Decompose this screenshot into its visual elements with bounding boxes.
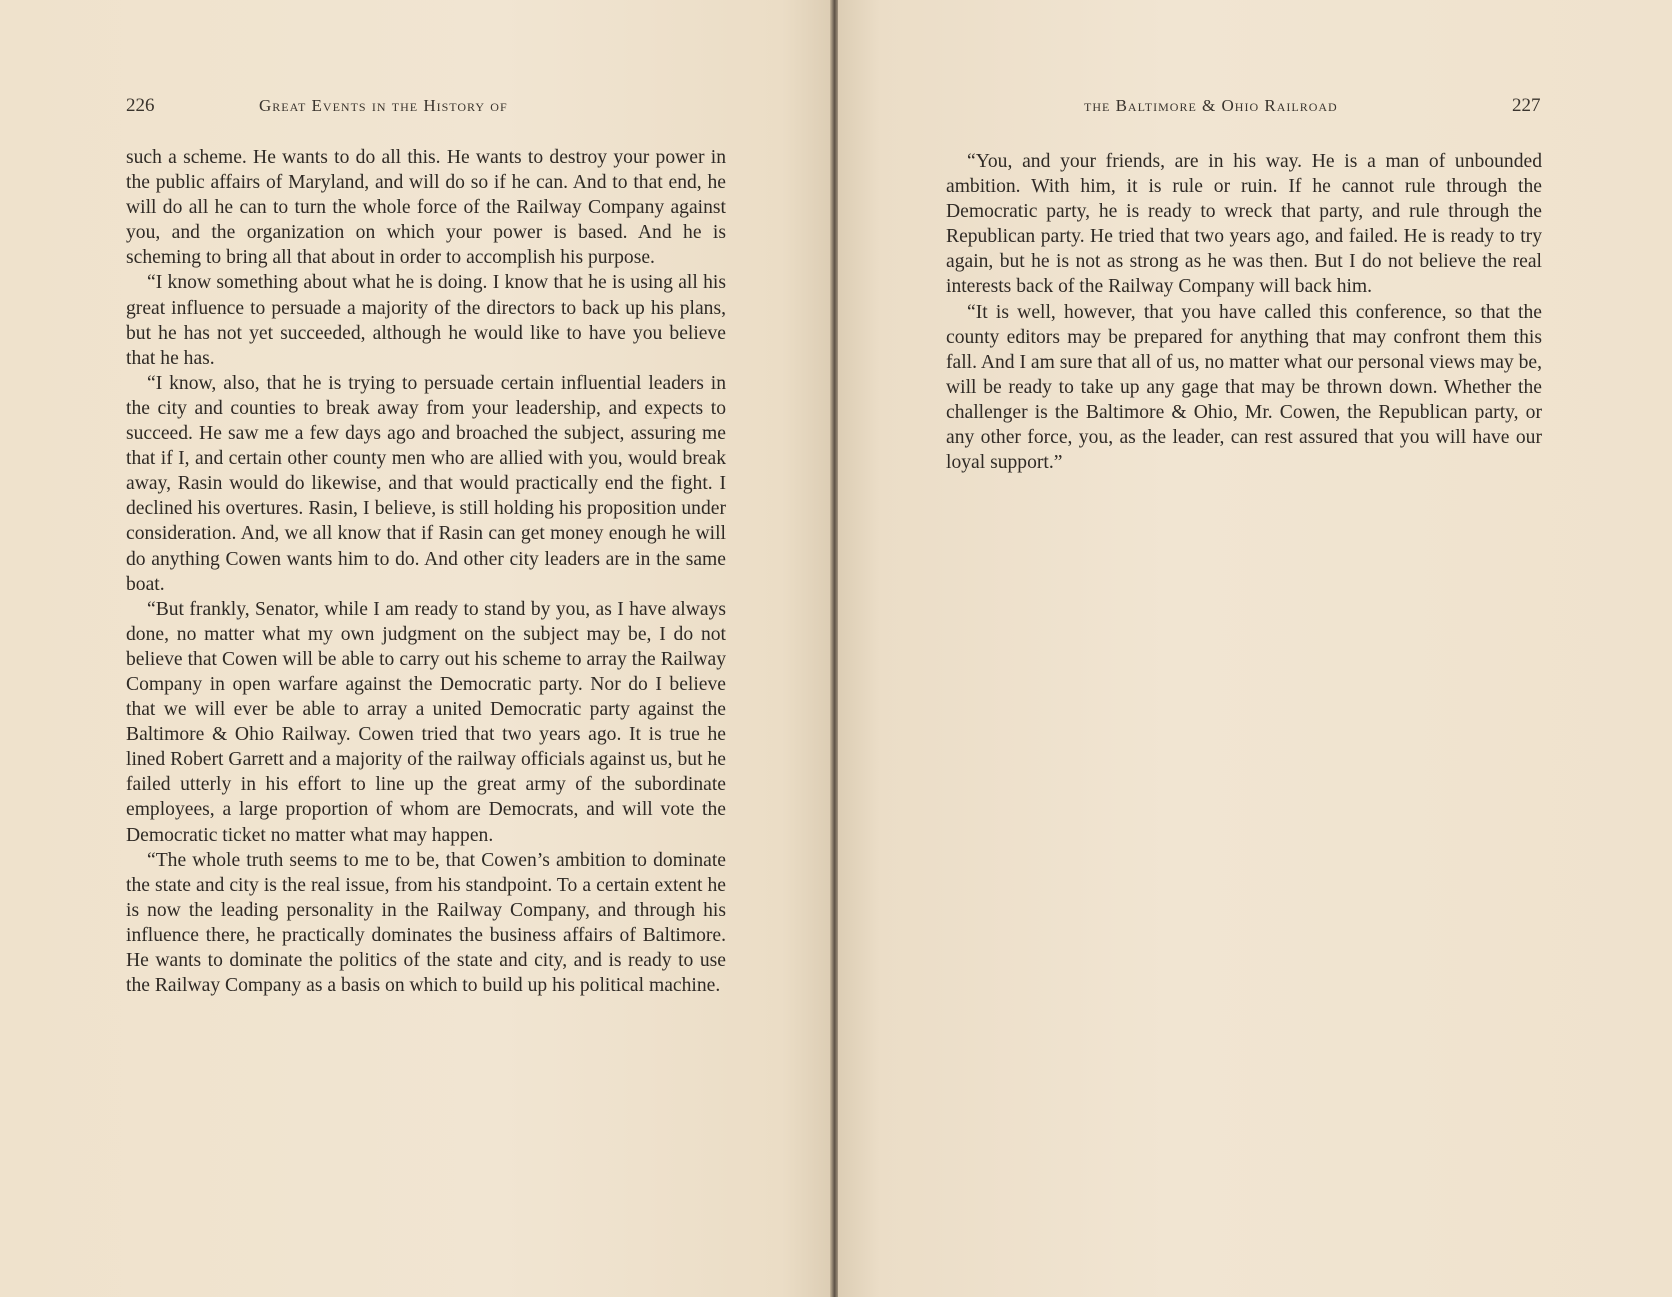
running-head-left xyxy=(259,96,508,116)
left-page xyxy=(0,0,832,1297)
right-page-body xyxy=(946,149,1542,475)
paragraph: “The whole truth seems to me to be, that Cowen’s ambition to dominate the state and city is the real issue, from his standpoint. To a certain extent he is now the leading personality in the Railway Company, and through his influence there, he practically dominates the business affairs of Baltimore. He wants to dominate the politics of the state and city, and is ready to use the Railway Company as a basis on which to build up his political machine. xyxy=(126,849,726,997)
running-head-left-text: Great Events in the History of xyxy=(259,96,508,115)
page-number-right: 227 xyxy=(1512,95,1541,116)
running-head-right-text: the Baltimore & Ohio Railroad xyxy=(1084,96,1338,115)
paragraph: “I know something about what he is doing. I know that he is using all his great influence to persuade a majority of the directors to back up his plans, but he has not yet succeeded, although he would like to have you believe that he has. xyxy=(126,272,726,369)
paragraph: such a scheme. He wants to do all this. He wants to destroy your power in the public affairs of Maryland, and will do so if he can. And to that end, he will do all he can to turn the whole force of the Railway Company against you, and the organization on which your power is based. And he is scheming to bring all that about in order to accomplish his purpose. xyxy=(126,147,726,269)
left-page-body xyxy=(126,145,726,998)
right-page xyxy=(838,0,1672,1297)
page-number-left: 226 xyxy=(126,95,155,116)
paragraph: “You, and your friends, are in his way. He is a man of unbounded ambition. With him, it is rule or ruin. If he cannot rule through the Democratic party, he is ready to wreck that party, and rule through the Republican party. He tried that two years ago, and failed. He is ready to try again, but he is not as strong as he was then. But I do not believe the real interests back of the Railway Company will back him. xyxy=(946,151,1542,298)
running-head-right xyxy=(1084,96,1338,116)
paragraph: “I know, also, that he is trying to persuade certain influential leaders in the city and counties to break away from your leadership, and expects to succeed. He saw me a few days ago and broached the subject, assuring me that if I, and certain other county men who are allied with you, would break away, Rasin would do likewise, and that would practically end the fight. I declined his overtures. Rasin, I believe, is still holding his proposition under consideration. And, we all know that if Rasin can get money enough he will do anything Cowen wants him to do. And other city leaders are in the same boat. xyxy=(126,372,726,595)
paragraph: “But frankly, Senator, while I am ready to stand by you, as I have always done, no matter what my own judgment on the subject may be, I do not believe that Cowen will be able to carry out his scheme to array the Railway Company in open warfare against the Democratic party. Nor do I believe that we will ever be able to array a united Democratic party against the Baltimore & Ohio Railway. Cowen tried that two years ago. It is true he lined Robert Garrett and a majority of the railway officials against us, but he failed utterly in his effort to line up the great army of the subordinate employees, a large proportion of whom are Democrats, and will vote the Democratic ticket no matter what may happen. xyxy=(126,598,726,846)
paragraph: “It is well, however, that you have called this conference, so that the county editors may be prepared for anything that may confront them this fall. And I am sure that all of us, no matter what our personal views may be, will be ready to take up any gage that may be thrown down. Whether the challenger is the Baltimore & Ohio, Mr. Cowen, the Republican party, or any other force, you, as the leader, can rest assured that you will have our loyal support.” xyxy=(946,301,1542,474)
